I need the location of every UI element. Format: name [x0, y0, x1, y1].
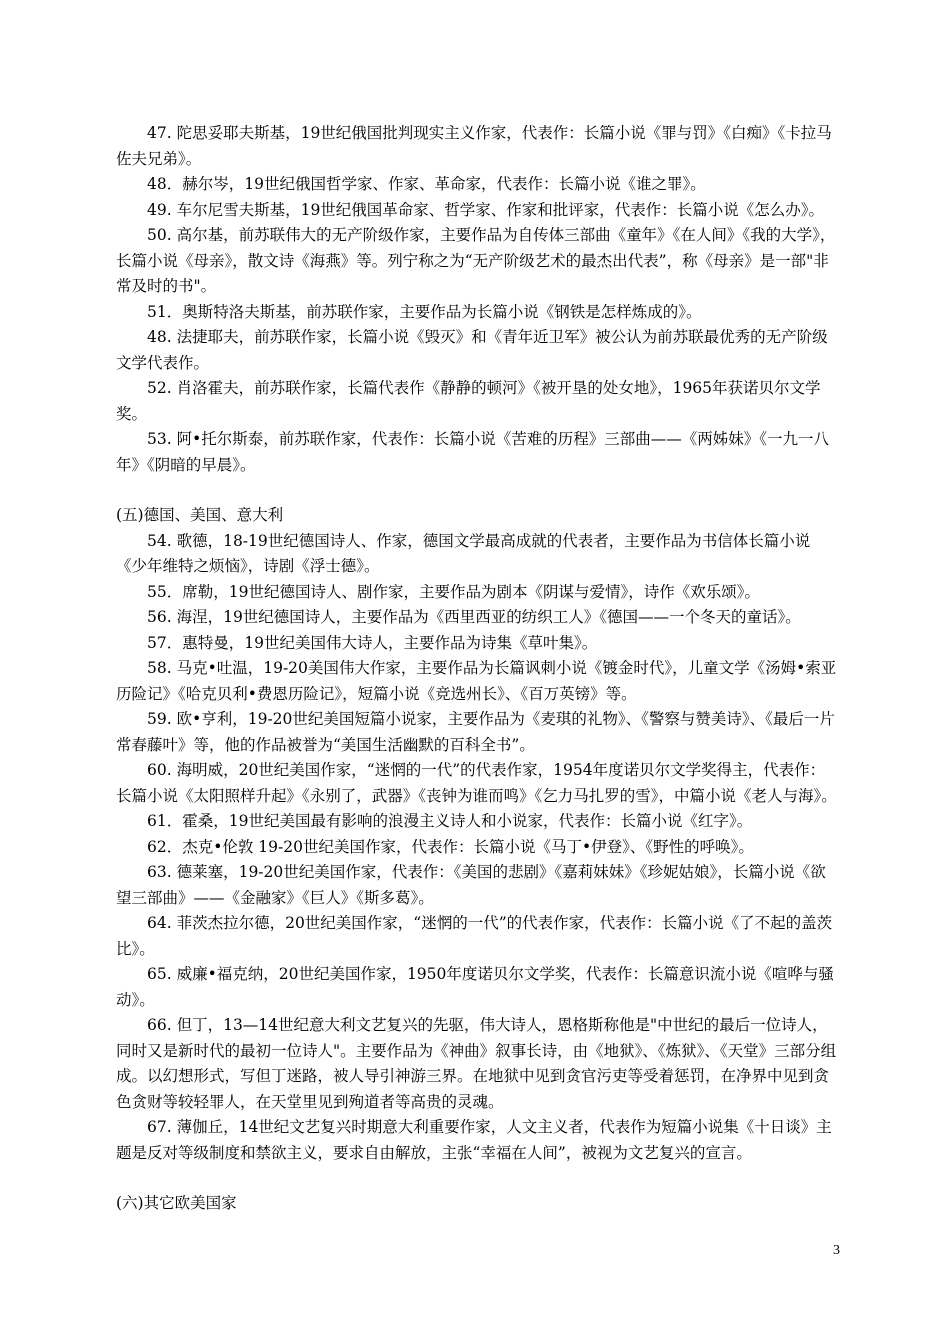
list-item: 64. 菲茨杰拉尔德，20世纪美国作家，“迷惘的一代”的代表作家，代表作：长篇小说《了不起的盖茨比》。 — [116, 914, 833, 958]
list-item: 51．奥斯特洛夫斯基，前苏联作家，主要作品为长篇小说《钢铁是怎样炼成的》。 — [147, 302, 702, 321]
list-item: 67. 薄伽丘，14世纪文艺复兴时期意大利重要作家，人文主义者，代表作为短篇小说集《十日谈》主题是反对等级制度和禁欲主义，要求自由解放，主张“幸福在人间”，被视为文艺复兴的宣言。 — [116, 1118, 832, 1162]
list-item: 57．惠特曼，19世纪美国伟大诗人，主要作品为诗集《草叶集》。 — [147, 633, 598, 652]
list-item: 60. 海明威，20世纪美国作家，“迷惘的一代”的代表作家，1954年度诺贝尔文学奖得主，代表作：长篇小说《太阳照样升起》《永别了，武器》《丧钟为谁而鸣》《乞力马扎罗的雪》，中篇小说《老人与海》。 — [116, 761, 837, 805]
list-item: 48. 法捷耶夫，前苏联作家，长篇小说《毁灭》和《青年近卫军》被公认为前苏联最优秀的无产阶级文学代表作。 — [116, 328, 828, 372]
list-item: 53. 阿•托尔斯泰，前苏联作家，代表作：长篇小说《苦难的历程》三部曲——《两姊妹》《一九一八年》《阴暗的早晨》。 — [116, 430, 829, 474]
list-item: 63. 德莱塞，19-20世纪美国作家，代表作：《美国的悲剧》《嘉莉妹妹》《珍妮姑娘》，长篇小说《欲望三部曲》——《金融家》《巨人》《斯多葛》。 — [116, 863, 826, 907]
list-item: 65. 威廉•福克纳，20世纪美国作家，1950年度诺贝尔文学奖，代表作：长篇意识流小说《喧哗与骚动》。 — [116, 965, 834, 1009]
list-item: 58. 马克•吐温，19-20美国伟大作家，主要作品为长篇讽刺小说《镀金时代》，儿童文学《汤姆•索亚历险记》《哈克贝利•费恩历险记》，短篇小说《竞选州长》、《百万英镑》等。 — [116, 659, 837, 703]
list-item: 66. 但丁，13—14世纪意大利文艺复兴的先驱，伟大诗人，恩格斯称他是"中世纪的最后一位诗人，同时又是新时代的最初一位诗人"。主要作品为《神曲》叙事长诗，由《地狱》、《炼狱》、《天堂》三部分组成。以幻想形式，写但丁迷路，被人导引神游三界。在地狱中见到贪官污吏等受着惩罚，在净界中见到贪色贪财等较轻罪人，在天堂里见到殉道者等高贵的灵魂。 — [116, 1016, 837, 1111]
section-heading: (五)德国、美国、意大利 — [116, 506, 284, 524]
list-item: 61．霍桑，19世纪美国最有影响的浪漫主义诗人和小说家，代表作：长篇小说《红字》。 — [147, 812, 753, 830]
list-item: 47. 陀思妥耶夫斯基，19世纪俄国批判现实主义作家，代表作：长篇小说《罪与罚》《白痴》《卡拉马佐夫兄弟》。 — [116, 124, 832, 168]
section-gap — [116, 478, 838, 503]
list-item: 50. 高尔基，前苏联伟大的无产阶级作家，主要作品为自传体三部曲《童年》《在人间》《我的大学》，长篇小说《母亲》，散文诗《海燕》等。列宁称之为“无产阶级艺术的最杰出代表”，称《母亲》是一部"非常及时的书"。 — [116, 226, 836, 295]
list-item: 52. 肖洛霍夫，前苏联作家，长篇代表作《静静的顿河》《被开垦的处女地》，1965年获诺贝尔文学奖。 — [116, 379, 821, 423]
list-item: 48．赫尔岑，19世纪俄国哲学家、作家、革命家，代表作：长篇小说《谁之罪》。 — [147, 175, 706, 193]
list-item: 59. 欧•亨利，19-20世纪美国短篇小说家，主要作品为《麦琪的礼物》、《警察与赞美诗》、《最后一片常春藤叶》等，他的作品被誉为“美国生活幽默的百科全书”。 — [116, 710, 835, 754]
page-number: 3 — [833, 1243, 840, 1258]
section-heading: (六)其它欧美国家 — [116, 1194, 237, 1212]
list-item: 55．席勒，19世纪德国诗人、剧作家，主要作品为剧本《阴谋与爱情》，诗作《欢乐颂》。 — [147, 582, 760, 601]
list-item: 56. 海涅，19世纪德国诗人，主要作品为《西里西亚的纺织工人》《德国——一个冬天的童话》。 — [147, 608, 801, 626]
list-item: 62．杰克•伦敦 19-20世纪美国作家，代表作：长篇小说《马丁•伊登》、《野性的呼唤》。 — [147, 837, 754, 856]
section-gap — [116, 1166, 838, 1191]
document-body — [116, 121, 838, 1217]
list-item: 54. 歌德，18-19世纪德国诗人、作家，德国文学最高成就的代表者，主要作品为书信体长篇小说《少年维特之烦恼》，诗剧《浮士德》。 — [116, 531, 811, 575]
list-item: 49. 车尔尼雪夫斯基，19世纪俄国革命家、哲学家、作家和批评家，代表作：长篇小说《怎么办》。 — [147, 200, 825, 219]
